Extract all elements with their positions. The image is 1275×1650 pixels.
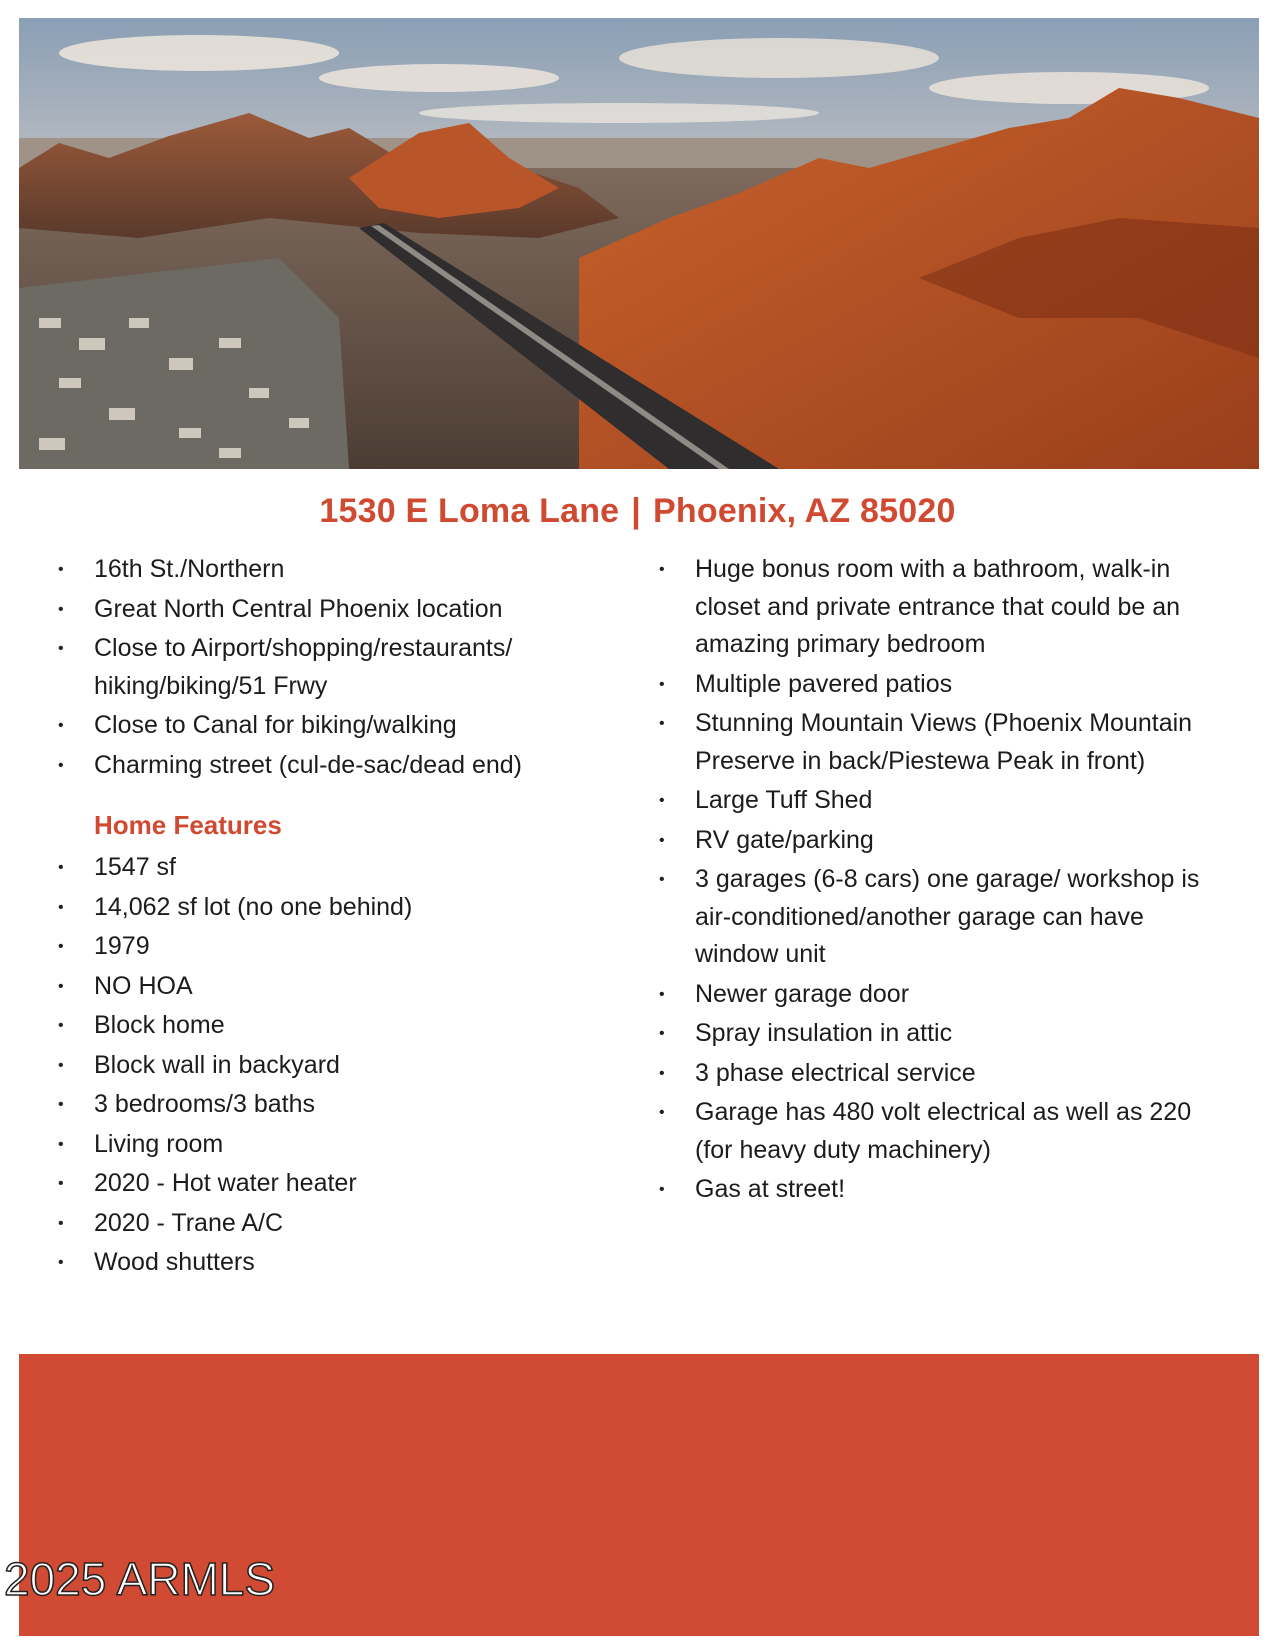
left-column bbox=[55, 551, 625, 1284]
list-item: • Spray insulation in attic bbox=[656, 1015, 1216, 1053]
list-item: • Living room bbox=[55, 1126, 625, 1164]
list-item: • 1979 bbox=[55, 928, 625, 966]
list-item: • Charming street (cul-de-sac/dead end) bbox=[55, 747, 625, 785]
hero-landscape-image bbox=[19, 18, 1259, 469]
home-features-list bbox=[55, 849, 625, 1282]
list-item: • 3 garages (6-8 cars) one garage/ workshop is air-conditioned/another garage can have window unit bbox=[656, 861, 1216, 974]
list-item: • Great North Central Phoenix location bbox=[55, 591, 625, 629]
copyright-watermark: 2025 ARMLS bbox=[4, 1553, 276, 1605]
list-item: • 2020 - Trane A/C bbox=[55, 1205, 625, 1243]
list-item: • 2020 - Hot water heater bbox=[55, 1165, 625, 1203]
additional-features-list bbox=[656, 551, 1216, 1209]
list-item: • RV gate/parking bbox=[656, 822, 1216, 860]
location-features-list bbox=[55, 551, 625, 784]
list-item: • Gas at street! bbox=[656, 1171, 1216, 1209]
list-item: • Stunning Mountain Views (Phoenix Mountain Preserve in back/Piestewa Peak in front) bbox=[656, 705, 1216, 780]
list-item: • Large Tuff Shed bbox=[656, 782, 1216, 820]
address-text: 1530 E Loma Lane bbox=[319, 492, 620, 530]
list-item: • Block home bbox=[55, 1007, 625, 1045]
list-item: • 14,062 sf lot (no one behind) bbox=[55, 889, 625, 927]
list-item: • 1547 sf bbox=[55, 849, 625, 887]
list-item: • Wood shutters bbox=[55, 1244, 625, 1282]
city-text: Phoenix, AZ 85020 bbox=[653, 492, 956, 530]
list-item: • Garage has 480 volt electrical as well as 220 (for heavy duty machinery) bbox=[656, 1094, 1216, 1169]
list-item: • 16th St./Northern bbox=[55, 551, 625, 589]
list-item: • Close to Canal for biking/walking bbox=[55, 707, 625, 745]
list-item: • Block wall in backyard bbox=[55, 1047, 625, 1085]
list-item: • Multiple pavered patios bbox=[656, 666, 1216, 704]
hero-photo bbox=[19, 18, 1259, 469]
list-item: • Huge bonus room with a bathroom, walk-in closet and private entrance that could be an amazing primary bedroom bbox=[656, 551, 1216, 664]
list-item: • 3 bedrooms/3 baths bbox=[55, 1086, 625, 1124]
list-item: • NO HOA bbox=[55, 968, 625, 1006]
title-separator: | bbox=[631, 492, 641, 530]
list-item: • 3 phase electrical service bbox=[656, 1055, 1216, 1093]
right-column bbox=[656, 551, 1216, 1211]
list-item: • Close to Airport/shopping/restaurants/ hiking/biking/51 Frwy bbox=[55, 630, 625, 705]
list-item: • Newer garage door bbox=[656, 976, 1216, 1014]
listing-title bbox=[0, 492, 1275, 531]
home-features-heading: Home Features bbox=[94, 810, 282, 840]
